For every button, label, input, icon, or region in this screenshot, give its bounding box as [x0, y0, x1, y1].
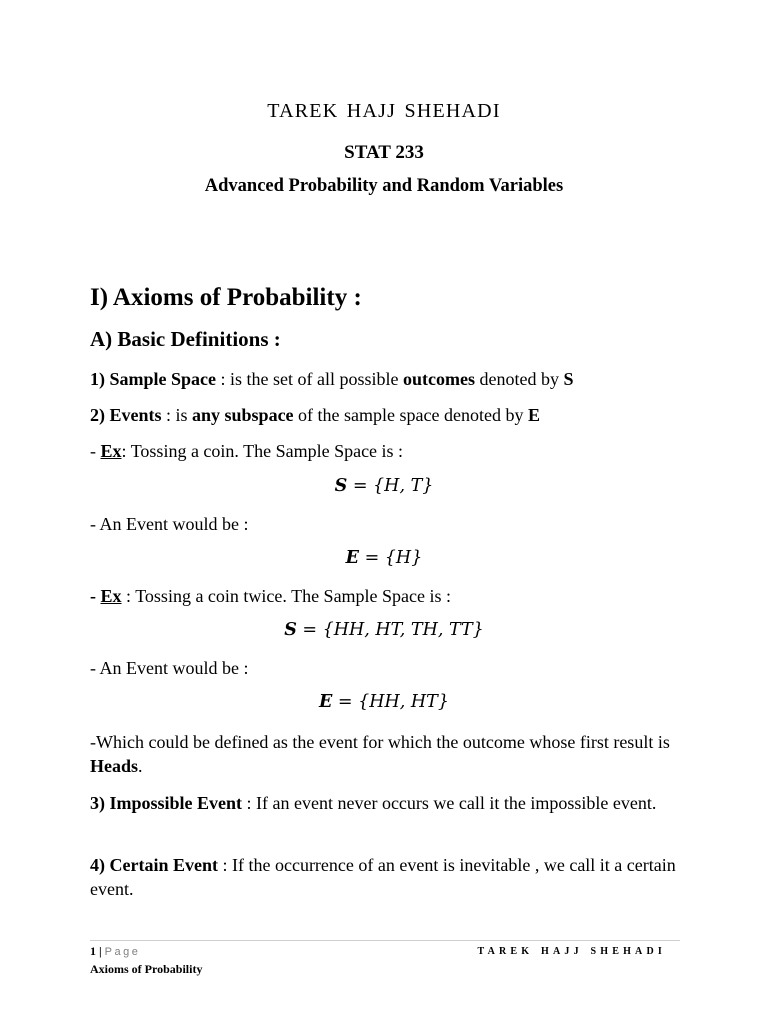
example-label: Ex — [100, 586, 122, 606]
definition-label: 3) Impossible Event — [90, 793, 243, 813]
definition-impossible-event — [90, 791, 680, 815]
note-text: -Which could be defined as the event for which the outcome whose first result is — [90, 732, 670, 752]
math-set: {HH, HT, TH, TT} — [322, 620, 484, 640]
note-keyword: Heads — [90, 756, 139, 776]
definition-text: : If the occurrence of an event is inevitable , we call it a certain event. — [90, 855, 676, 899]
definition-text: denoted by — [474, 369, 564, 389]
math-set: {HH, HT} — [358, 692, 449, 712]
page-number — [90, 944, 140, 959]
course-code: STAT 233 — [344, 142, 424, 163]
event-equation-1 — [0, 548, 768, 568]
math-set: {H, T} — [373, 476, 434, 496]
definition-text: : is the set of all possible — [216, 369, 403, 389]
definition-label: 1) Sample Space — [90, 369, 216, 389]
event-intro-1: - An Event would be : — [90, 514, 249, 534]
event-intro-2: - An Event would be : — [90, 658, 249, 678]
sample-space-equation-1 — [0, 476, 768, 496]
definition-text: of the sample space denoted by — [293, 405, 528, 425]
example-prefix: - — [90, 441, 101, 461]
footer-chapter: Axioms of Probability — [90, 962, 203, 976]
page-separator: | — [96, 944, 105, 958]
definition-keyword: outcomes — [402, 369, 475, 389]
footer-divider — [90, 940, 680, 941]
definition-certain-event — [90, 853, 680, 901]
definition-label: 4) Certain Event — [90, 855, 218, 875]
definition-events — [90, 403, 680, 427]
example-1-line — [90, 439, 680, 463]
math-equals: = — [332, 692, 359, 712]
footer-author: tarek hajj shehadi — [477, 943, 666, 958]
section-heading: I) Axioms of Probability : — [90, 284, 362, 311]
math-equals: = — [347, 476, 374, 496]
example-prefix: - — [90, 586, 101, 606]
author-name: tarek hajj shehadi — [267, 92, 501, 124]
sample-space-equation-2 — [0, 620, 768, 640]
note-text: . — [138, 756, 143, 776]
definition-sample-space — [90, 367, 680, 391]
example-text: : Tossing a coin. The Sample Space is : — [121, 441, 404, 461]
page-label: Page — [104, 946, 141, 958]
math-equals: = — [359, 548, 385, 568]
example-2-line — [90, 584, 680, 608]
course-title: Advanced Probability and Random Variables — [204, 176, 564, 196]
math-set: {H} — [384, 548, 423, 568]
page-number-value: 1 — [90, 944, 96, 958]
example-text: : Tossing a coin twice. The Sample Space is : — [121, 586, 452, 606]
event-equation-2 — [0, 692, 768, 712]
definition-symbol: S — [563, 369, 574, 389]
math-symbol: E — [345, 548, 359, 568]
definition-keyword: any subspace — [192, 405, 294, 425]
subsection-heading: A) Basic Definitions : — [90, 327, 281, 351]
example-label: Ex — [100, 441, 122, 461]
math-symbol: S — [334, 476, 348, 496]
math-symbol: E — [319, 692, 333, 712]
definition-text: : is — [161, 405, 193, 425]
definition-text: : If an event never occurs we call it the impossible event. — [242, 793, 657, 813]
math-symbol: S — [284, 620, 297, 640]
event-note — [90, 730, 680, 778]
definition-label: 2) Events — [90, 405, 162, 425]
math-equals: = — [296, 620, 323, 640]
definition-symbol: E — [527, 405, 540, 425]
